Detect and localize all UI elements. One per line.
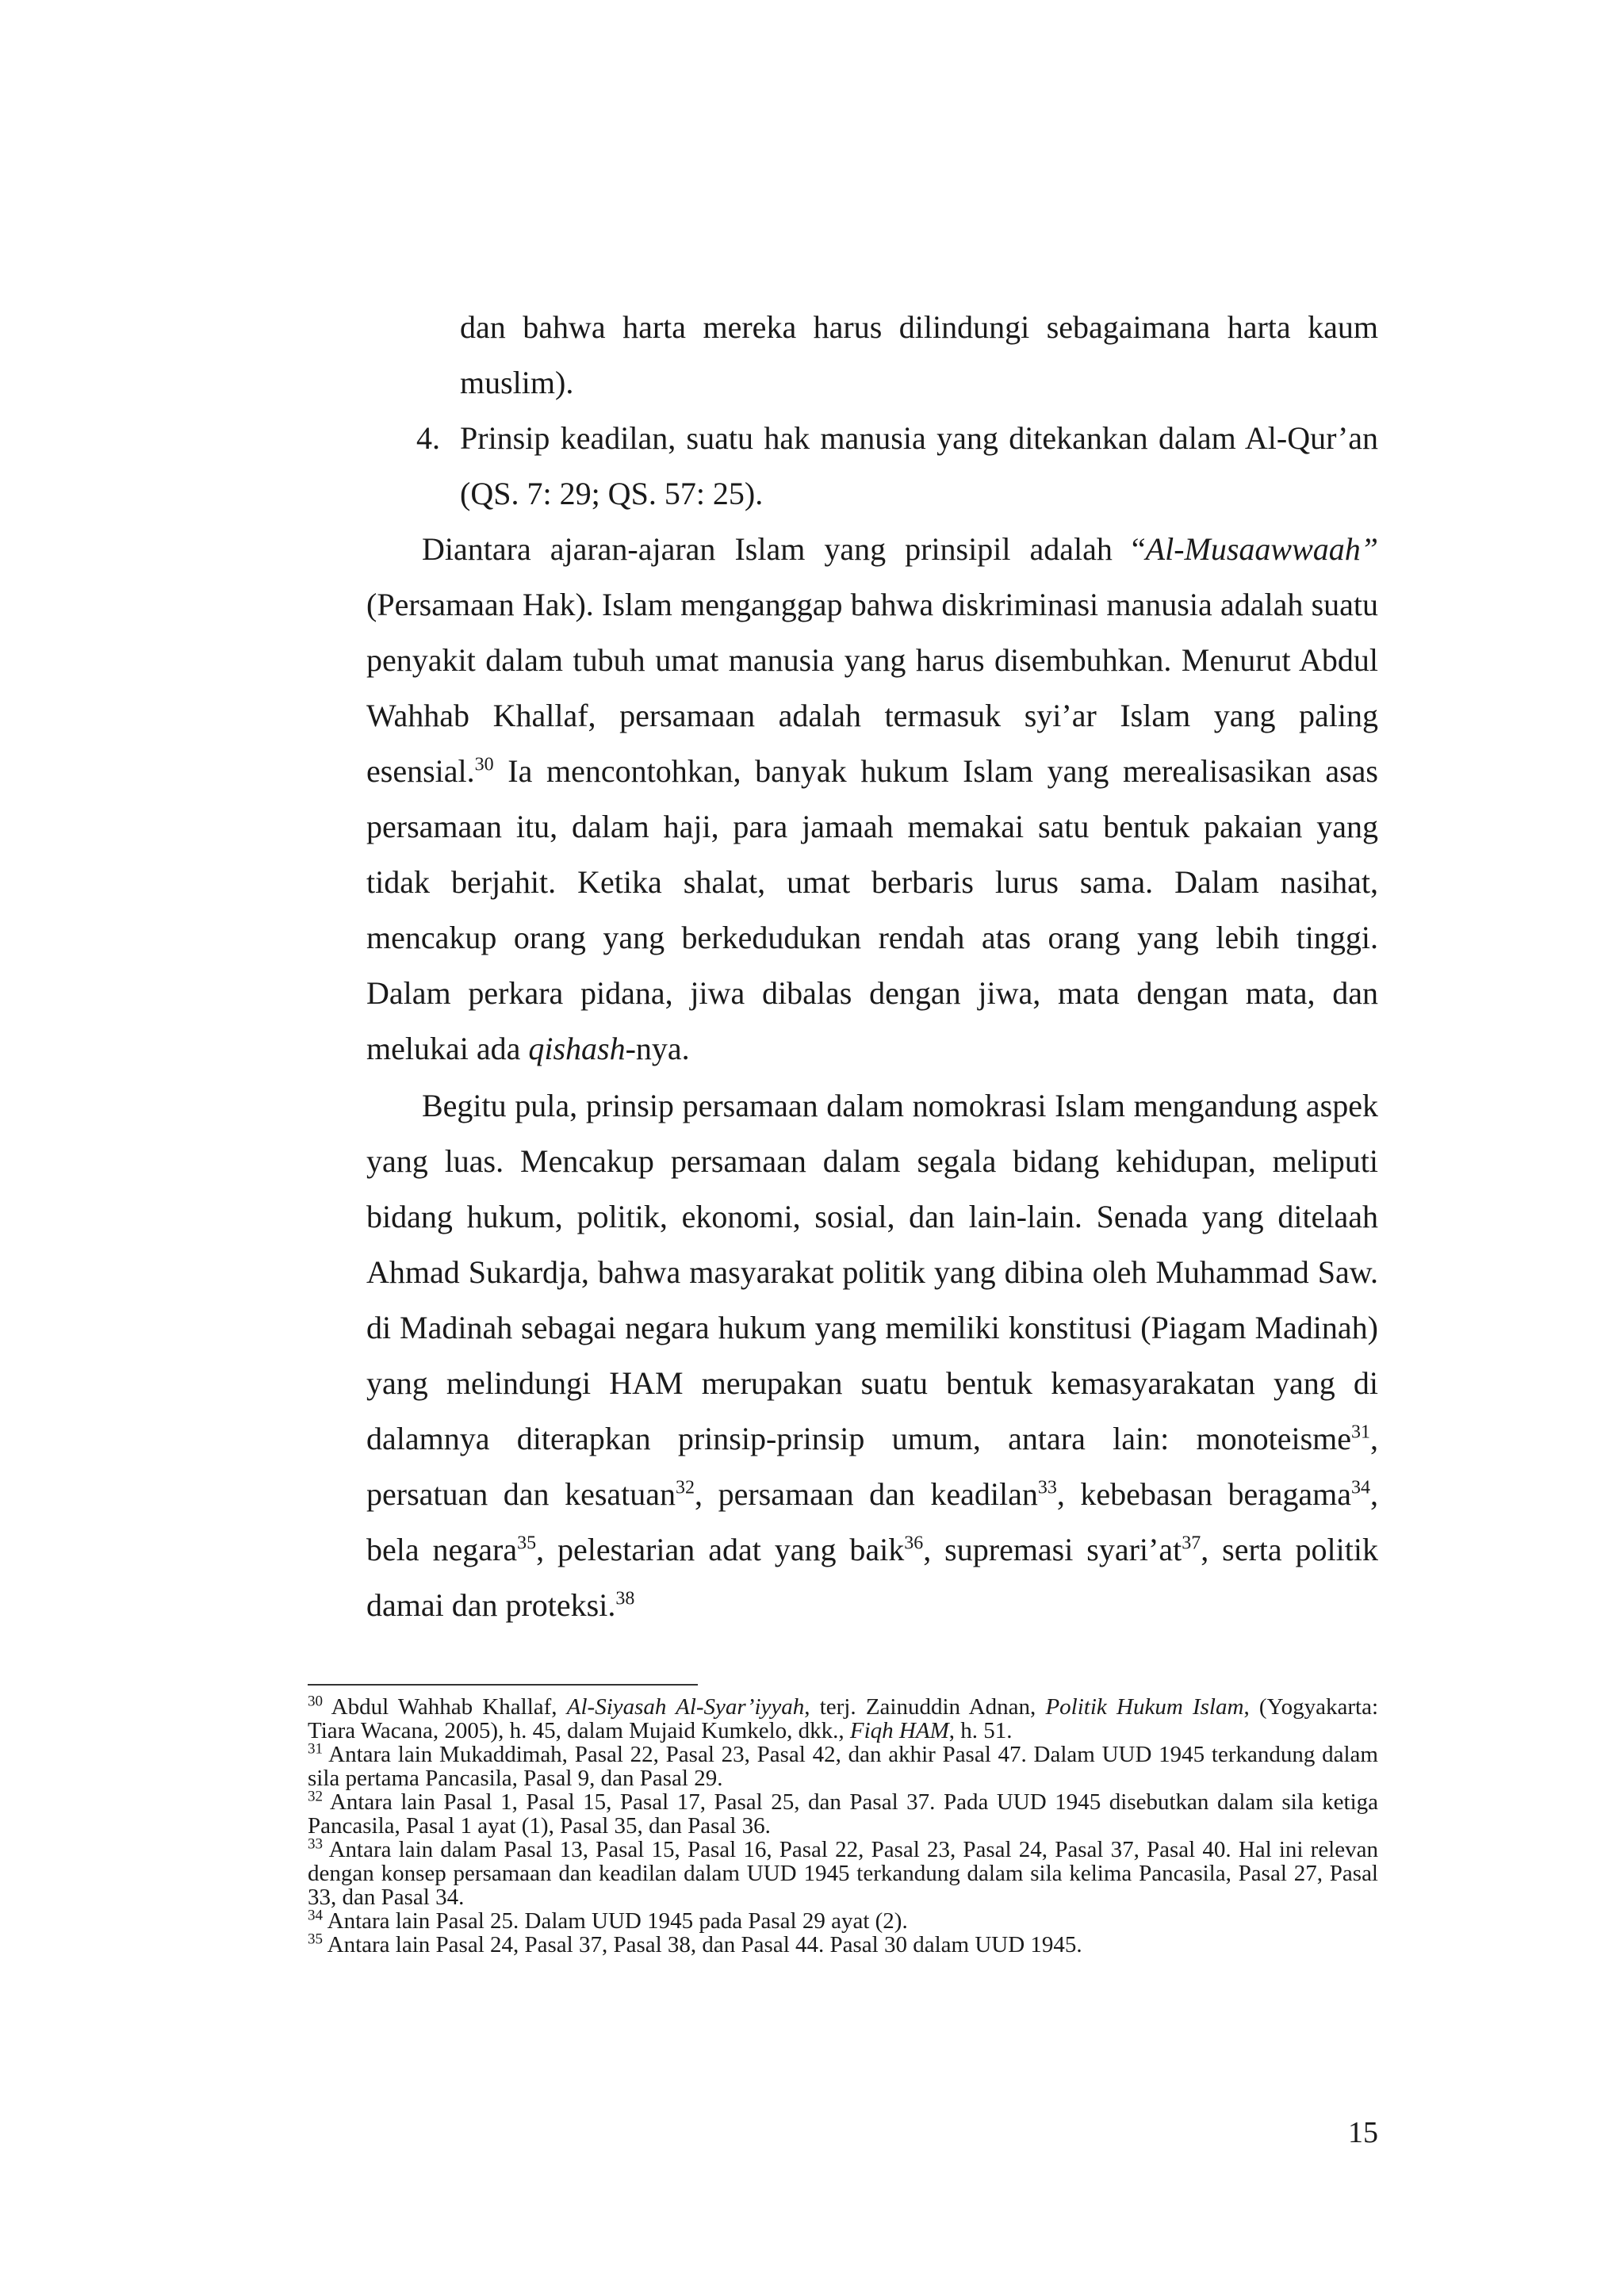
para1-italic-qishash: qishash xyxy=(528,1031,626,1066)
footnote-title-italic: Fiqh HAM xyxy=(849,1718,949,1743)
para2-text-6: , pelestarian adat yang baik xyxy=(536,1532,905,1567)
footnote-number: 30 xyxy=(308,1693,323,1710)
footnote-text: , h. 51. xyxy=(948,1718,1013,1743)
footnotes xyxy=(308,1695,1378,1957)
para1-text-3: Ia mencontohkan, banyak hukum Islam yang merealisasikan asas persamaan itu, dalam haji, para jamaah memakai satu bentuk pakaian yang tidak berjahit. Ketika shalat, umat berbaris lurus sama. Dalam nasihat, mencakup orang yang berkedudukan rendah atas orang yang lebih tinggi. Dalam perkara pidana, jiwa dibalas dengan jiwa, mata dengan mata, dan melukai ada xyxy=(366,753,1378,1066)
list-continuation xyxy=(366,300,1378,411)
footnote-text: Antara lain dalam Pasal 13, Pasal 15, Pasal 16, Pasal 22, Pasal 23, Pasal 24, Pasal 37, Pasal 40. Hal ini relevan dengan konsep persamaan dan keadilan dalam UUD 1945 terkandung dalam sila kelima Pancasila, Pasal 27, Pasal 33, dan Pasal 34. xyxy=(308,1837,1378,1910)
paragraph-al-musaawwaah xyxy=(366,522,1378,1077)
footnote-title-italic: Politik Hukum Islam xyxy=(1045,1694,1244,1720)
footnote-ref-31[interactable]: 31 xyxy=(1351,1422,1370,1443)
list-item-4 xyxy=(366,411,1378,522)
footnote-number: 33 xyxy=(308,1835,323,1853)
footnote-text: Antara lain Pasal 24, Pasal 37, Pasal 38, dan Pasal 44. Pasal 30 dalam UUD 1945. xyxy=(323,1932,1082,1957)
footnote-separator xyxy=(308,1684,698,1686)
para2-text-4: , kebebasan beragama xyxy=(1056,1476,1351,1512)
footnote-ref-37[interactable]: 37 xyxy=(1182,1533,1201,1554)
footnote-34 xyxy=(308,1909,1378,1933)
list-item-text: Prinsip keadilan, suatu hak manusia yang ditekankan dalam Al-Qur’an (QS. 7: 29; QS. 57: 25). xyxy=(460,420,1378,511)
footnote-31 xyxy=(308,1740,1378,1791)
para2-text-3: , persamaan dan keadilan xyxy=(695,1476,1038,1512)
footnote-35 xyxy=(308,1933,1378,1957)
footnote-number: 34 xyxy=(308,1907,323,1924)
footnote-text: , (Yogyakarta: Tiara Wacana, 2005), h. 45, dalam Mujaid Kumkelo, dkk., xyxy=(308,1694,1378,1743)
footnote-ref-34[interactable]: 34 xyxy=(1351,1477,1370,1498)
footnote-title-italic: Al-Siyasah Al-Syar’iyyah xyxy=(566,1694,805,1720)
para1-text-1: Diantara ajaran-ajaran Islam yang prinsipil adalah “ xyxy=(422,531,1146,567)
para1-italic-term: Al-Musaawwaah” xyxy=(1145,531,1378,567)
footnote-ref-30[interactable]: 30 xyxy=(474,754,494,775)
footnote-number: 32 xyxy=(308,1788,323,1805)
para2-text-5: , bela negara xyxy=(366,1476,1378,1567)
footnote-ref-36[interactable]: 36 xyxy=(904,1533,924,1554)
body-text xyxy=(366,300,1378,1633)
footnote-text: Antara lain Pasal 1, Pasal 15, Pasal 17, Pasal 25, dan Pasal 37. Pada UUD 1945 disebutkan dalam sila ketiga Pancasila, Pasal 1 ayat (1), Pasal 35, dan Pasal 36. xyxy=(308,1789,1378,1839)
para1-text-4: -nya. xyxy=(625,1031,690,1066)
footnote-text: Antara lain Pasal 25. Dalam UUD 1945 pada Pasal 29 ayat (2). xyxy=(323,1908,908,1934)
para2-text-2: , persatuan dan kesatuan xyxy=(366,1421,1378,1512)
para1-text-2: (Persamaan Hak). Islam menganggap bahwa diskriminasi manusia adalah suatu penyakit dalam tubuh umat manusia yang harus disembuhkan. Menurut Abdul Wahhab Khallaf, persamaan adalah termasuk syi’ar Islam yang paling esensial. xyxy=(366,587,1378,789)
footnote-number: 35 xyxy=(308,1931,323,1948)
page-number: 15 xyxy=(1348,2116,1378,2149)
list-continuation-text: dan bahwa harta mereka harus dilindungi sebagaimana harta kaum muslim). xyxy=(460,309,1378,400)
footnote-30 xyxy=(308,1695,1378,1743)
footnote-ref-35[interactable]: 35 xyxy=(517,1533,537,1554)
footnote-ref-32[interactable]: 32 xyxy=(676,1477,695,1498)
paragraph-nomokrasi xyxy=(366,1078,1378,1633)
footnote-32 xyxy=(308,1790,1378,1838)
para2-text-7: , supremasi syari’at xyxy=(923,1532,1182,1567)
list-item-number: 4. xyxy=(416,420,440,456)
para2-text-1: Begitu pula, prinsip persamaan dalam nomokrasi Islam mengandung aspek yang luas. Mencakup persamaan dalam segala bidang kehidupan, meliputi bidang hukum, politik, ekonomi, sosial, dan lain-lain. Senada yang ditelaah Ahmad Sukardja, bahwa masyarakat politik yang dibina oleh Muhammad Saw. di Madinah sebagai negara hukum yang memiliki konstitusi (Piagam Madinah) yang melindungi HAM merupakan suatu bentuk kemasyarakatan yang di dalamnya diterapkan prinsip-prinsip umum, antara lain: monoteisme xyxy=(366,1088,1378,1456)
footnote-text: Abdul Wahhab Khallaf, xyxy=(323,1694,567,1720)
footnote-ref-38[interactable]: 38 xyxy=(615,1588,635,1609)
footnote-text: , terj. Zainuddin Adnan, xyxy=(804,1694,1046,1720)
footnote-33 xyxy=(308,1835,1378,1910)
footnote-ref-33[interactable]: 33 xyxy=(1037,1477,1057,1498)
para2-text-8: , serta politik damai dan proteksi. xyxy=(366,1532,1379,1623)
footnote-number: 31 xyxy=(308,1740,323,1758)
footnote-text: Antara lain Mukaddimah, Pasal 22, Pasal 23, Pasal 42, dan akhir Pasal 47. Dalam UUD 1945 terkandung dalam sila pertama Pancasila, Pasal 9, dan Pasal 29. xyxy=(308,1742,1378,1791)
